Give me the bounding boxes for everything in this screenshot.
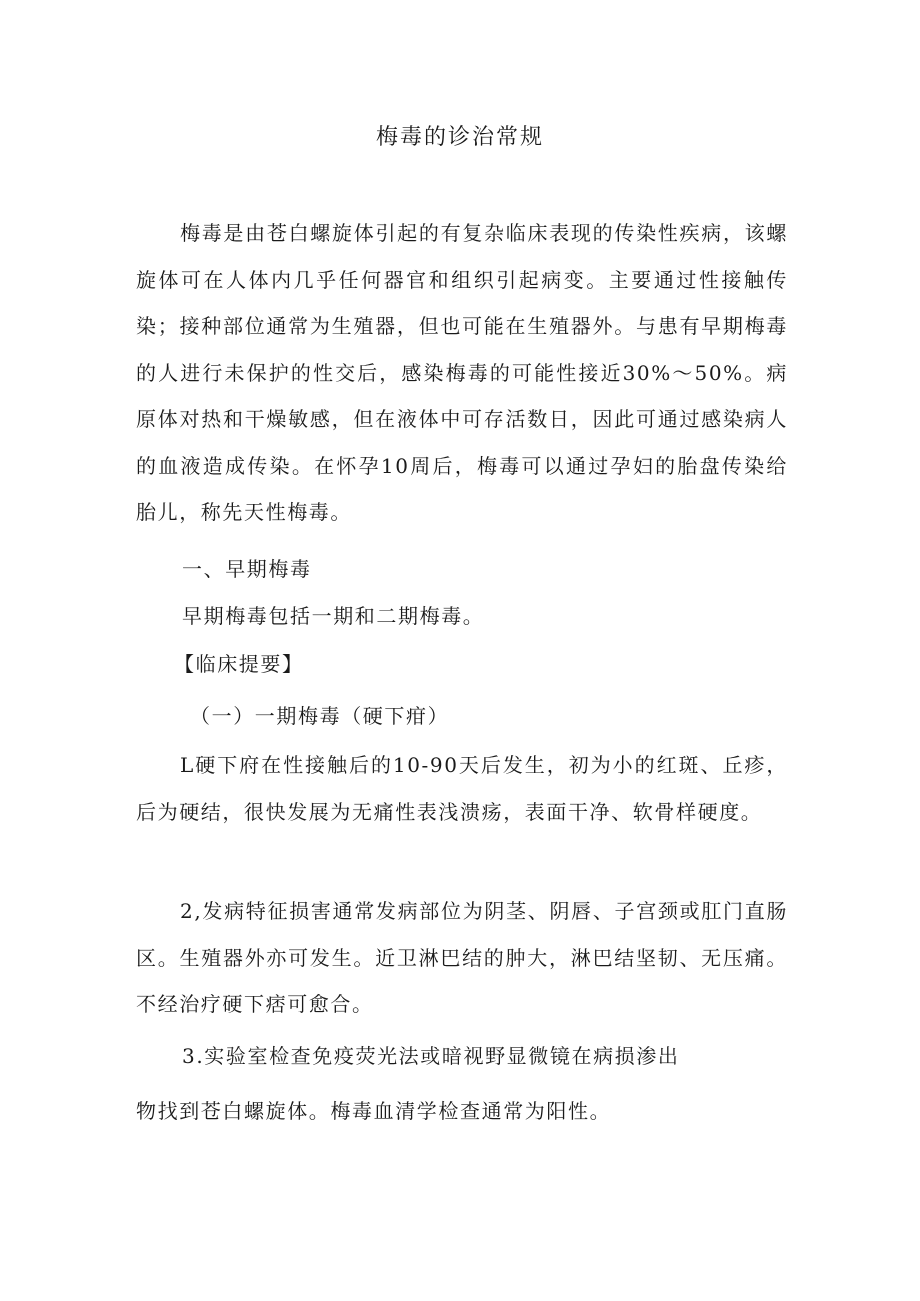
item-3-line-1: 3.实验室检查免疫荧光法或暗视野显微镜在病损渗出 [182, 1044, 680, 1068]
section-text-early-syphilis: 早期梅毒包括一期和二期梅毒。 [182, 604, 485, 628]
intro-paragraph: 梅毒是由苍白螺旋体引起的有复杂临床表现的传染性疾病，该螺旋体可在人体内几乎任何器官和组织引起病变。主要通过性接触传染；接种部位通常为生殖器，但也可能在生殖器外。与患有早期梅毒的人进行未保护的性交后，感染梅毒的可能性接近30%～50%。病原体对热和干燥敏感，但在液体中可存活数日，因此可通过感染病人的血液造成传染。在怀孕10周后，梅毒可以通过孕妇的胎盘传染给胎儿，称先天性梅毒。 [136, 221, 788, 524]
section-heading-early-syphilis: 一、早期梅毒 [182, 557, 312, 581]
item-1-paragraph: L硬下府在性接触后的10-90天后发生，初为小的红斑、丘疹，后为硬结，很快发展为无痛性表浅溃疡，表面干净、软骨样硬度。 [136, 753, 788, 824]
document-title: 梅毒的诊治常规 [375, 125, 544, 150]
item-3-line-2: 物找到苍白螺旋体。梅毒血清学检查通常为阳性。 [136, 1099, 612, 1123]
clinical-summary-heading: 【临床提要】 [174, 652, 304, 676]
item-2-paragraph: 2,发病特征损害通常发病部位为阴茎、阴唇、子宫颈或肛门直肠区。生殖器外亦可发生。近卫淋巴结的肿大，淋巴结坚韧、无压痛。不经治疗硬下痞可愈合。 [136, 899, 788, 1016]
subsection-heading-primary-syphilis: （一）一期梅毒（硬下疳） [190, 704, 450, 728]
